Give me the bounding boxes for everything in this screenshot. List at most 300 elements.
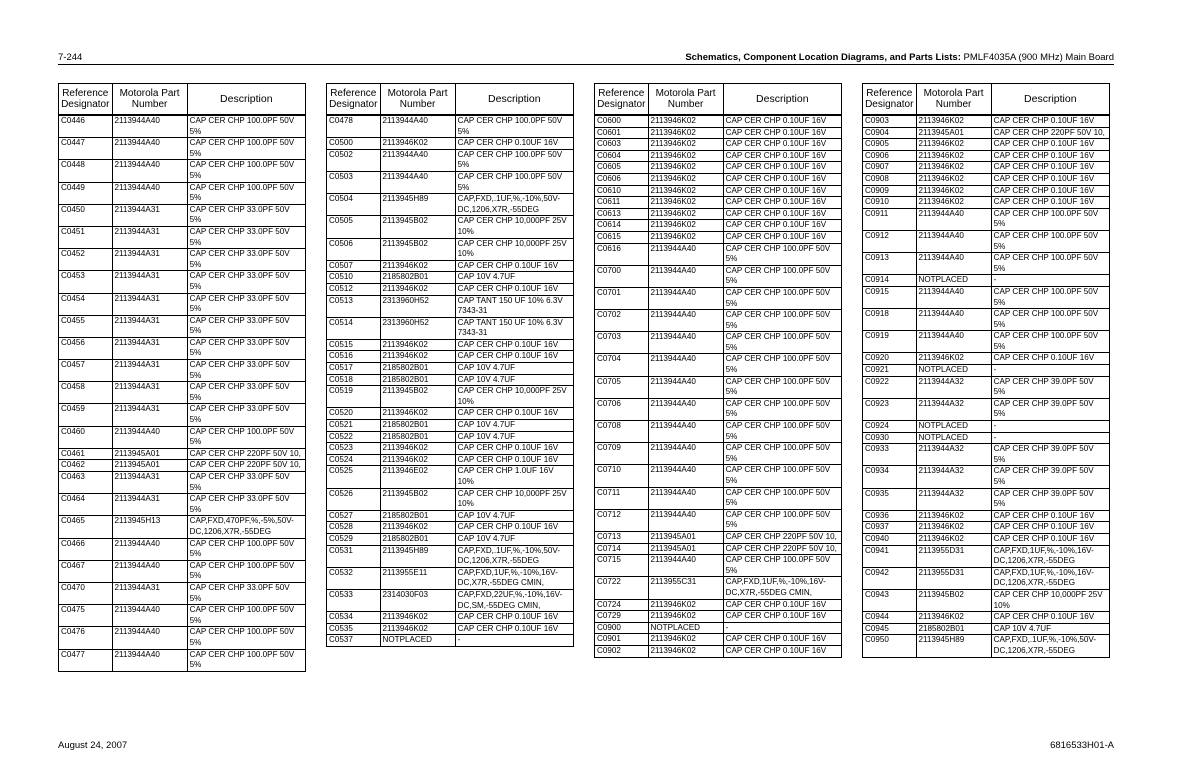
cell-description: CAP CER CHP 100.0PF 50V 5% (991, 208, 1109, 230)
table-row (595, 487, 842, 509)
table-row (595, 139, 842, 151)
cell-reference: C0476 (59, 627, 113, 649)
cell-part-number: 2113945H13 (112, 516, 187, 538)
col-header-reference: Reference Designator (863, 84, 917, 116)
col-header-part-number: Motorola Part Number (380, 84, 455, 116)
table-row (59, 249, 306, 271)
table-row (327, 522, 574, 534)
cell-description: - (723, 622, 841, 634)
cell-part-number: 2113944A40 (648, 465, 723, 487)
cell-reference: C0613 (595, 208, 649, 220)
cell-description: CAP CER CHP 0.10UF 16V (991, 612, 1109, 624)
table-row (863, 353, 1110, 365)
table-row (59, 115, 306, 138)
cell-part-number: 2185802B01 (380, 510, 455, 522)
table-row (59, 494, 306, 516)
table-row (327, 339, 574, 351)
cell-description: CAP CER CHP 100.0PF 50V 5% (723, 310, 841, 332)
cell-reference: C0524 (327, 454, 381, 466)
table-row (595, 421, 842, 443)
cell-part-number: 2113946K02 (380, 408, 455, 420)
cell-description: CAP CER CHP 100.0PF 50V 5% (723, 332, 841, 354)
cell-part-number: 2185802B01 (380, 533, 455, 545)
cell-reference: C0907 (863, 162, 917, 174)
cell-part-number: 2113946E02 (380, 466, 455, 488)
table-row (59, 315, 306, 337)
cell-description: CAP 10V 4.7UF (455, 420, 573, 432)
cell-reference: C0918 (863, 309, 917, 331)
cell-part-number: 2113944A40 (916, 286, 991, 308)
cell-reference: C0611 (595, 197, 649, 209)
cell-part-number: 2113946K02 (380, 351, 455, 363)
cell-description: CAP CER CHP 0.10UF 16V (455, 443, 573, 455)
cell-reference: C0525 (327, 466, 381, 488)
cell-reference: C0464 (59, 494, 113, 516)
cell-reference: C0456 (59, 337, 113, 359)
cell-reference: C0528 (327, 522, 381, 534)
cell-reference: C0519 (327, 386, 381, 408)
cell-part-number: 2113944A40 (380, 149, 455, 171)
cell-reference: C0477 (59, 649, 113, 671)
cell-description: CAP CER CHP 0.10UF 16V (723, 162, 841, 174)
cell-part-number: 2113946K02 (916, 197, 991, 209)
cell-description: CAP CER CHP 0.10UF 16V (723, 599, 841, 611)
cell-part-number: 2113944A32 (916, 466, 991, 488)
table-header-row (595, 84, 842, 116)
cell-part-number: 2113946K02 (916, 510, 991, 522)
cell-reference: C0467 (59, 560, 113, 582)
cell-reference: C0532 (327, 567, 381, 589)
table-row (59, 204, 306, 226)
table-row (59, 337, 306, 359)
cell-part-number: 2113945H89 (916, 635, 991, 657)
cell-description: CAP CER CHP 220PF 50V 10, (723, 531, 841, 543)
cell-reference: C0452 (59, 249, 113, 271)
cell-description: CAP CER CHP 0.10UF 16V (723, 197, 841, 209)
table-row (863, 421, 1110, 433)
cell-description: CAP 10V 4.7UF (455, 363, 573, 375)
cell-part-number: 2113944A40 (916, 331, 991, 353)
cell-reference: C0729 (595, 611, 649, 623)
cell-description: CAP CER CHP 0.10UF 16V (455, 408, 573, 420)
table-row (863, 286, 1110, 308)
cell-description: CAP CER CHP 33.0PF 50V 5% (187, 337, 305, 359)
cell-part-number: NOTPLACED (916, 275, 991, 287)
cell-reference: C0465 (59, 516, 113, 538)
cell-part-number: 2113946K02 (380, 522, 455, 534)
cell-description: CAP CER CHP 100.0PF 50V 5% (991, 230, 1109, 252)
cell-description: CAP CER CHP 100.0PF 50V 5% (991, 331, 1109, 353)
col-header-reference: Reference Designator (595, 84, 649, 116)
col-header-reference: Reference Designator (59, 84, 113, 116)
cell-reference: C0517 (327, 363, 381, 375)
table-row (327, 431, 574, 443)
cell-description: CAP CER CHP 100.0PF 50V 5% (455, 149, 573, 171)
cell-reference: C0518 (327, 374, 381, 386)
cell-reference: C0533 (327, 589, 381, 611)
cell-reference: C0713 (595, 531, 649, 543)
cell-description: CAP,FXD,470PF,%,-5%,50V-DC,1206,X7R,-55DEG (187, 516, 305, 538)
cell-description: CAP CER CHP 0.10UF 16V (991, 353, 1109, 365)
cell-description: CAP CER CHP 100.0PF 50V 5% (455, 171, 573, 193)
cell-description: CAP CER CHP 100.0PF 50V 5% (187, 182, 305, 204)
cell-reference: C0934 (863, 466, 917, 488)
cell-part-number: 2113946K02 (916, 173, 991, 185)
cell-description: CAP CER CHP 0.10UF 16V (723, 645, 841, 657)
table-row (59, 649, 306, 671)
cell-reference: C0902 (595, 645, 649, 657)
cell-part-number: 2113946K02 (648, 645, 723, 657)
cell-part-number: 2113945A01 (916, 127, 991, 139)
cell-part-number: 2113946K02 (380, 138, 455, 150)
table-row (863, 139, 1110, 151)
cell-reference: C0710 (595, 465, 649, 487)
cell-reference: C0504 (327, 194, 381, 216)
cell-description: CAP 10V 4.7UF (455, 431, 573, 443)
cell-part-number: 2113944A32 (916, 376, 991, 398)
cell-part-number: 2113946K02 (648, 115, 723, 127)
cell-part-number: 2113944A40 (648, 443, 723, 465)
cell-part-number: 2314030F03 (380, 589, 455, 611)
cell-part-number: 2113955D31 (916, 567, 991, 589)
cell-part-number: 2113945B02 (380, 488, 455, 510)
cell-description: CAP CER CHP 100.0PF 50V 5% (187, 605, 305, 627)
cell-description: CAP CER CHP 10,000PF 25V 10% (455, 488, 573, 510)
cell-description: CAP CER CHP 100.0PF 50V 5% (991, 286, 1109, 308)
cell-reference: C0448 (59, 160, 113, 182)
cell-reference: C0610 (595, 185, 649, 197)
cell-part-number: 2113944A40 (112, 138, 187, 160)
table-row (863, 444, 1110, 466)
cell-part-number: 2113955C31 (648, 577, 723, 599)
table-row (595, 243, 842, 265)
table-row (595, 531, 842, 543)
table-row (595, 555, 842, 577)
table-row (595, 354, 842, 376)
cell-description: CAP CER CHP 0.10UF 16V (455, 351, 573, 363)
cell-part-number: 2113944A31 (112, 249, 187, 271)
cell-part-number: 2113944A32 (916, 444, 991, 466)
cell-reference: C0905 (863, 139, 917, 151)
cell-description: CAP CER CHP 0.10UF 16V (455, 283, 573, 295)
cell-description: CAP CER CHP 100.0PF 50V 5% (723, 354, 841, 376)
table-row (595, 162, 842, 174)
cell-description: CAP CER CHP 100.0PF 50V 5% (723, 376, 841, 398)
col-header-part-number: Motorola Part Number (648, 84, 723, 116)
cell-reference: C0603 (595, 139, 649, 151)
cell-description: CAP,FXD,1UF,%,-10%,16V-DC,X7R,-55DEG CMIN, (723, 577, 841, 599)
cell-description: CAP,FXD,1UF,%,-10%,16V-DC,1206,X7R,-55DEG (991, 545, 1109, 567)
cell-description: CAP TANT 150 UF 10% 6.3V 7343-31 (455, 317, 573, 339)
cell-description: CAP CER CHP 39.0PF 50V 5% (991, 376, 1109, 398)
cell-description: CAP,FXD,1UF,%,-10%,16V-DC,X7R,-55DEG CMIN, (455, 567, 573, 589)
cell-reference: C0901 (595, 634, 649, 646)
table-row (863, 162, 1110, 174)
cell-part-number: 2113945B02 (380, 216, 455, 238)
cell-description: CAP CER CHP 0.10UF 16V (723, 115, 841, 127)
table-row (595, 398, 842, 420)
cell-description: - (991, 421, 1109, 433)
table-row (863, 567, 1110, 589)
table-row (59, 226, 306, 248)
cell-part-number: 2113944A40 (112, 649, 187, 671)
cell-reference: C0615 (595, 231, 649, 243)
cell-part-number: 2113946K02 (648, 208, 723, 220)
cell-description: CAP,FXD,.1UF,%,-10%,50V-DC,1206,X7R,-55DEG (991, 635, 1109, 657)
cell-description: CAP CER CHP 0.10UF 16V (455, 138, 573, 150)
cell-reference: C0922 (863, 376, 917, 398)
cell-reference: C0919 (863, 331, 917, 353)
cell-description: CAP CER CHP 0.10UF 16V (723, 139, 841, 151)
cell-description: CAP CER CHP 100.0PF 50V 5% (723, 287, 841, 309)
cell-part-number: 2113946K02 (648, 162, 723, 174)
cell-description: CAP CER CHP 0.10UF 16V (723, 220, 841, 232)
cell-part-number: 2113944A40 (648, 354, 723, 376)
cell-part-number: 2113944A40 (648, 310, 723, 332)
table-row (863, 309, 1110, 331)
cell-description: CAP 10V 4.7UF (455, 374, 573, 386)
table-row (595, 376, 842, 398)
table-header-row (327, 84, 574, 116)
cell-reference: C0900 (595, 622, 649, 634)
cell-reference: C0911 (863, 208, 917, 230)
cell-description: CAP CER CHP 33.0PF 50V 5% (187, 404, 305, 426)
cell-description: CAP CER CHP 220PF 50V 10, (723, 543, 841, 555)
cell-reference: C0706 (595, 398, 649, 420)
cell-description: CAP CER CHP 0.10UF 16V (723, 127, 841, 139)
table-row (327, 194, 574, 216)
table-row (59, 382, 306, 404)
cell-description: CAP CER CHP 33.0PF 50V 5% (187, 249, 305, 271)
cell-description: CAP CER CHP 0.10UF 16V (991, 185, 1109, 197)
table-row (595, 332, 842, 354)
table-row (595, 634, 842, 646)
cell-part-number: 2113946K02 (916, 115, 991, 127)
cell-description: CAP CER CHP 100.0PF 50V 5% (723, 265, 841, 287)
cell-description: CAP CER CHP 10,000PF 25V 10% (455, 386, 573, 408)
cell-reference: C0937 (863, 522, 917, 534)
cell-reference: C0457 (59, 360, 113, 382)
table-row (59, 448, 306, 460)
table-row (327, 545, 574, 567)
cell-reference: C0461 (59, 448, 113, 460)
cell-part-number: 2113946K02 (648, 150, 723, 162)
page-header-title (685, 52, 1114, 63)
cell-description: CAP CER CHP 33.0PF 50V 5% (187, 226, 305, 248)
parts-table-2 (326, 83, 574, 647)
table-row (59, 605, 306, 627)
table-row (327, 295, 574, 317)
table-row (863, 510, 1110, 522)
cell-description: CAP CER CHP 39.0PF 50V 5% (991, 466, 1109, 488)
cell-reference: C0614 (595, 220, 649, 232)
cell-reference: C0942 (863, 567, 917, 589)
cell-reference: C0523 (327, 443, 381, 455)
cell-part-number: 2113944A31 (112, 337, 187, 359)
cell-part-number: 2113946K02 (648, 634, 723, 646)
cell-reference: C0714 (595, 543, 649, 555)
cell-part-number: 2113945B02 (380, 386, 455, 408)
cell-description: CAP CER CHP 100.0PF 50V 5% (187, 160, 305, 182)
cell-description: CAP CER CHP 0.10UF 16V (455, 339, 573, 351)
table-row (595, 622, 842, 634)
cell-description: CAP 10V 4.7UF (455, 510, 573, 522)
cell-part-number: NOTPLACED (916, 365, 991, 377)
table-row (327, 272, 574, 284)
table-row (863, 253, 1110, 275)
cell-part-number: 2113946K02 (648, 139, 723, 151)
cell-reference: C0944 (863, 612, 917, 624)
table-row (863, 275, 1110, 287)
cell-reference: C0702 (595, 310, 649, 332)
cell-reference: C0914 (863, 275, 917, 287)
cell-part-number: 2113946K02 (916, 612, 991, 624)
cell-part-number: 2113944A40 (916, 309, 991, 331)
cell-part-number: NOTPLACED (648, 622, 723, 634)
table-row (59, 138, 306, 160)
table-row (595, 197, 842, 209)
cell-part-number: NOTPLACED (380, 635, 455, 647)
cell-part-number: 2113944A40 (916, 253, 991, 275)
cell-description: CAP CER CHP 0.10UF 16V (991, 115, 1109, 127)
table-row (863, 545, 1110, 567)
cell-reference: C0470 (59, 582, 113, 604)
cell-reference: C0455 (59, 315, 113, 337)
cell-reference: C0908 (863, 173, 917, 185)
cell-reference: C0910 (863, 197, 917, 209)
parts-table-1 (58, 83, 306, 672)
table-row (863, 533, 1110, 545)
cell-part-number: 2113944A32 (916, 488, 991, 510)
cell-description: CAP CER CHP 100.0PF 50V 5% (723, 487, 841, 509)
cell-part-number: 2113946K02 (380, 283, 455, 295)
cell-description: - (991, 432, 1109, 444)
cell-part-number: 2313960H52 (380, 317, 455, 339)
cell-reference: C0526 (327, 488, 381, 510)
cell-description: CAP 10V 4.7UF (455, 272, 573, 284)
table-row (863, 208, 1110, 230)
table-row (863, 331, 1110, 353)
cell-description: CAP CER CHP 33.0PF 50V 5% (187, 582, 305, 604)
cell-reference: C0724 (595, 599, 649, 611)
table-row (327, 216, 574, 238)
cell-description: CAP CER CHP 0.10UF 16V (991, 533, 1109, 545)
cell-part-number: 2113946K02 (380, 443, 455, 455)
table-row (327, 510, 574, 522)
cell-part-number: 2185802B01 (380, 420, 455, 432)
col-header-description: Description (991, 84, 1109, 116)
table-row (59, 293, 306, 315)
cell-reference: C0520 (327, 408, 381, 420)
cell-reference: C0606 (595, 173, 649, 185)
cell-part-number: 2113946K02 (380, 454, 455, 466)
cell-description: CAP CER CHP 100.0PF 50V 5% (187, 115, 305, 138)
cell-description: CAP CER CHP 100.0PF 50V 5% (723, 421, 841, 443)
table-row (595, 577, 842, 599)
table-row (327, 260, 574, 272)
table-row (863, 612, 1110, 624)
cell-reference: C0446 (59, 115, 113, 138)
table-row (327, 623, 574, 635)
cell-description: CAP CER CHP 0.10UF 16V (991, 173, 1109, 185)
cell-part-number: 2113946K02 (648, 611, 723, 623)
table-row (863, 365, 1110, 377)
cell-part-number: 2113946K02 (648, 197, 723, 209)
cell-part-number: 2113946K02 (916, 522, 991, 534)
table-row (327, 635, 574, 647)
cell-reference: C0510 (327, 272, 381, 284)
cell-part-number: NOTPLACED (916, 421, 991, 433)
cell-description: CAP CER CHP 0.10UF 16V (455, 612, 573, 624)
cell-reference: C0604 (595, 150, 649, 162)
cell-description: CAP CER CHP 0.10UF 16V (455, 260, 573, 272)
cell-reference: C0909 (863, 185, 917, 197)
cell-reference: C0715 (595, 555, 649, 577)
cell-reference: C0940 (863, 533, 917, 545)
cell-description: CAP CER CHP 100.0PF 50V 5% (455, 115, 573, 138)
cell-reference: C0935 (863, 488, 917, 510)
cell-description: CAP CER CHP 39.0PF 50V 5% (991, 398, 1109, 420)
table-row (327, 443, 574, 455)
cell-description: CAP CER CHP 220PF 50V 10, (991, 127, 1109, 139)
cell-reference: C0912 (863, 230, 917, 252)
cell-reference: C0463 (59, 472, 113, 494)
cell-reference: C0503 (327, 171, 381, 193)
cell-reference: C0936 (863, 510, 917, 522)
cell-part-number: 2113944A40 (112, 627, 187, 649)
cell-part-number: 2113946K02 (380, 612, 455, 624)
table-row (327, 612, 574, 624)
cell-description: CAP CER CHP 0.10UF 16V (991, 150, 1109, 162)
cell-description: CAP CER CHP 33.0PF 50V 5% (187, 271, 305, 293)
table-row (59, 360, 306, 382)
table-row (595, 220, 842, 232)
cell-part-number: 2113946K02 (916, 185, 991, 197)
table-row (327, 408, 574, 420)
table-row (863, 197, 1110, 209)
cell-reference: C0453 (59, 271, 113, 293)
cell-description: CAP CER CHP 33.0PF 50V 5% (187, 472, 305, 494)
cell-part-number: 2113944A40 (648, 287, 723, 309)
table-row (863, 522, 1110, 534)
cell-description: CAP CER CHP 100.0PF 50V 5% (991, 253, 1109, 275)
table-row (863, 623, 1110, 635)
table-row (59, 404, 306, 426)
cell-reference: C0537 (327, 635, 381, 647)
cell-description: CAP CER CHP 0.10UF 16V (991, 510, 1109, 522)
footer-date: August 24, 2007 (58, 740, 128, 751)
cell-reference: C0600 (595, 115, 649, 127)
table-row (863, 466, 1110, 488)
cell-part-number: 2113945A01 (648, 543, 723, 555)
cell-part-number: 2113955D31 (916, 545, 991, 567)
cell-reference: C0522 (327, 431, 381, 443)
table-row (595, 543, 842, 555)
cell-description: CAP CER CHP 33.0PF 50V 5% (187, 204, 305, 226)
cell-part-number: 2113945A01 (648, 531, 723, 543)
cell-reference: C0703 (595, 332, 649, 354)
cell-description: CAP CER CHP 0.10UF 16V (991, 197, 1109, 209)
table-row (327, 420, 574, 432)
table-row (595, 509, 842, 531)
table-header-row (863, 84, 1110, 116)
cell-part-number: 2113946K02 (648, 185, 723, 197)
table-row (327, 115, 574, 138)
table-row (327, 238, 574, 260)
cell-reference: C0920 (863, 353, 917, 365)
cell-part-number: 2113946K02 (916, 353, 991, 365)
table-row (863, 398, 1110, 420)
